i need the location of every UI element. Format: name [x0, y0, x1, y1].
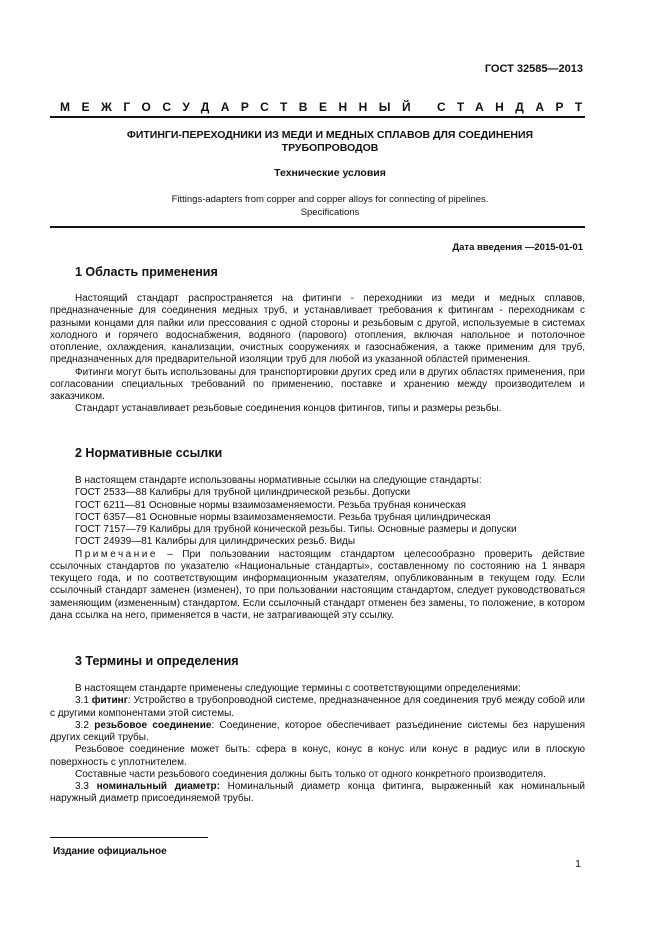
title-rule [50, 226, 585, 228]
term-definition: : Соединение, которое обеспечивает разъединение системы без нарушения других секций трубы. [50, 719, 585, 743]
english-title [80, 193, 580, 219]
reference-item: ГОСТ 6211—81 Основные нормы взаимозаменяемости. Резьба трубная коническая [75, 499, 466, 511]
term-threaded-connection [50, 720, 585, 745]
section-3-intro: В настоящем стандарте применены следующие термины с соответствующими определениями: [75, 683, 521, 694]
official-edition-label: Издание официальное [53, 846, 167, 857]
note-label: Примечание [75, 548, 158, 560]
section-2-body [50, 475, 585, 622]
term-fitting [50, 695, 585, 720]
term-number: 3.3 [75, 781, 97, 792]
section-1-paragraph-1: Настоящий стандарт распространяется на фитинги - переходники из меди и медных сплавов, предназначенные для соединения медных труб, и устанавливает требования к фитингам - переходникам с разными концами для пайки или прессования с одной стороны и резьбовым с другой, используемые в системах холодного и горячего водоснабжения, водяного (парового) отопления, включая напольное и потолочное отопление, охлаждения, канализации, очистных сооружениях и газоснабжения, а также применим для труб, предназначенных для предварительной изоляции труб для любой из указанной областей применения. [50, 293, 585, 366]
section-1-body [50, 293, 585, 416]
note-text: – При пользовании настоящим стандартом целесообразно проверить действие ссылочных стандартов по указателю «Национальные стандарты», составленному по состоянию на 1 января текущего года, и по соответствующим информационным указателям, опубликованным в текущем году. Если ссылочный стандарт заменен (изменен), то при пользовании настоящим стандартом, следует руководствоваться заменяющим (измененным) стандартом. Если ссылочный стандарт отменен без замены, то положение, в котором дана ссылка на него, применяется в части, не затрагивающей эту ссылку. [50, 548, 585, 621]
term-number: 3.1 [75, 695, 92, 707]
document-title [80, 129, 580, 155]
title-line-1: ФИТИНГИ-ПЕРЕХОДНИКИ ИЗ МЕДИ И МЕДНЫХ СПЛАВОВ ДЛЯ СОЕДИНЕНИЯ [126, 129, 534, 141]
section-1-heading: 1 Область применения [75, 265, 218, 279]
term-number: 3.2 [75, 719, 95, 731]
document-code: ГОСТ 32585—2013 [484, 63, 583, 75]
term-definition: Номинальный диаметр конца фитинга, выраженный как номинальный наружный диаметр присоединяемой трубы. [50, 781, 586, 805]
reference-item: ГОСТ 6357—81 Основные нормы взаимозаменяемости. Резьба трубная цилиндрическая [75, 511, 491, 523]
section-3-paragraph-b: Составные части резьбового соединения должны быть только от одного конкретного производителя. [75, 768, 546, 780]
section-1-paragraph-3: Стандарт устанавливает резьбовые соединения концов фитингов, типы и размеры резьбы. [75, 403, 502, 415]
term-name: фитинг [91, 695, 128, 707]
term-name: номинальный диаметр: [96, 781, 220, 792]
footnote-rule [50, 837, 208, 838]
header-rule [50, 116, 585, 118]
section-2-intro: В настоящем стандарте использованы нормативные ссылки на следующие стандарты: [75, 475, 482, 486]
document-subtitle: Технические условия [274, 167, 386, 179]
section-2-note [50, 549, 585, 623]
interstate-standard-label: МЕЖГОСУДАРСТВЕННЫЙ СТАНДАРТ [60, 100, 594, 114]
page-number: 1 [575, 858, 581, 870]
section-3-paragraph-a: Резьбовое соединение может быть: сфера в конус, конус в конус или конус в радиус или в плоскую поверхность с уплотнителем. [50, 744, 585, 768]
section-1-paragraph-2: Фитинги могут быть использованы для транспортировки других сред или в других областях применения, при согласовании специальных требований по применению, поставке и хранению между производителем и заказчиком. [50, 366, 585, 402]
reference-item: ГОСТ 2533—88 Калибры для трубной цилиндрической резьбы. Допуски [75, 487, 411, 499]
title-line-2: ТРУБОПРОВОДОВ [281, 142, 379, 154]
introduction-date: Дата введения —2015-01-01 [452, 242, 583, 253]
english-title-line-1: Fittings-adapters from copper and copper alloys for connecting of pipelines. [171, 194, 489, 205]
english-title-line-2: Specifications [300, 207, 360, 218]
section-2-heading: 2 Нормативные ссылки [75, 446, 223, 460]
reference-item: ГОСТ 24939—81 Калибры для цилиндрических резьб. Виды [75, 536, 356, 548]
term-definition: : Устройство в трубопроводной системе, предназначенное для соединения труб между собой или с другими компонентами этой системы. [50, 695, 585, 719]
section-3-body [50, 683, 585, 806]
section-3-heading: 3 Термины и определения [75, 654, 239, 668]
reference-item: ГОСТ 7157—79 Калибры для трубной конической резьбы. Типы. Основные размеры и допуски [75, 524, 517, 535]
term-name: резьбовое соединение [94, 719, 212, 731]
term-nominal-diameter [50, 781, 585, 806]
